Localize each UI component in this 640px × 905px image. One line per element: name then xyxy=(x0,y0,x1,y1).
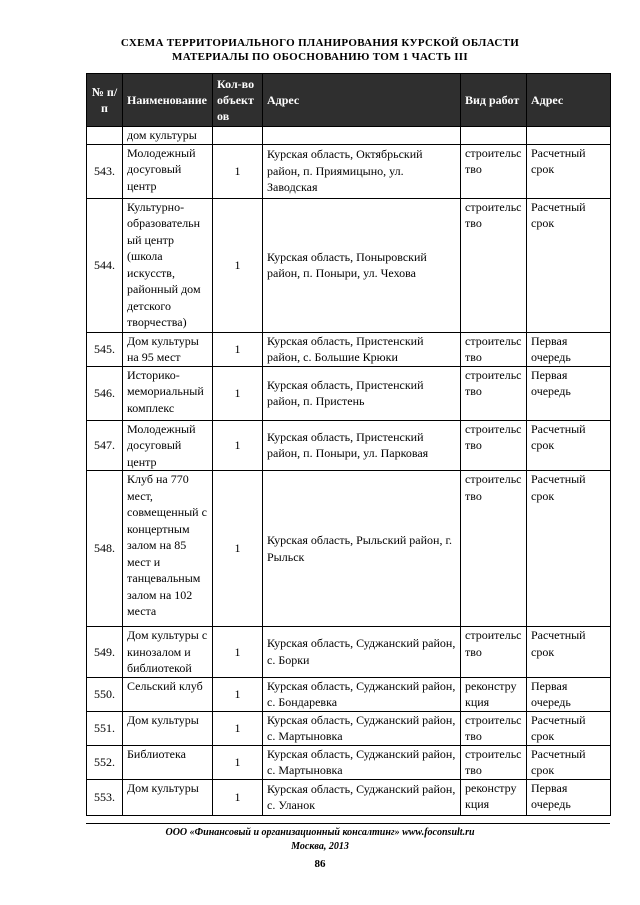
cell-name: Дом культуры на 95 мест xyxy=(123,332,213,366)
cell-address: Курская область, Суджанский район, с. Мартыновка xyxy=(263,711,461,745)
cell-number: 543. xyxy=(87,144,123,198)
cell-number: 547. xyxy=(87,420,123,471)
cell-work-type: строительство xyxy=(461,366,527,420)
page-number: 86 xyxy=(314,858,326,870)
table-row xyxy=(87,332,611,366)
cell-number: 546. xyxy=(87,366,123,420)
cell-number: 551. xyxy=(87,711,123,745)
cell-count: 1 xyxy=(213,332,263,366)
col-header-name: Наименование xyxy=(123,74,213,127)
cell-number: 553. xyxy=(87,779,123,815)
table-row xyxy=(87,366,611,420)
document-header xyxy=(0,36,640,64)
cell-count: 1 xyxy=(213,366,263,420)
cell-address: Курская область, Поныровский район, п. Поныри, ул. Чехова xyxy=(263,198,461,332)
cell-address: Курская область, Октябрьский район, п. Приямицыно, ул. Заводская xyxy=(263,144,461,198)
cell-term: Первая очередь xyxy=(527,332,611,366)
cell-term: Первая очередь xyxy=(527,779,611,815)
objects-table xyxy=(86,73,611,816)
cell-name: Дом культуры xyxy=(123,711,213,745)
cell-number: 549. xyxy=(87,627,123,678)
cell-address: Курская область, Пристенский район, п. Пристень xyxy=(263,366,461,420)
cell-term: Расчетный срок xyxy=(527,627,611,678)
cell-address: Курская область, Суджанский район, с. Бондаревка xyxy=(263,677,461,711)
cell-count: 1 xyxy=(213,627,263,678)
cell-name: дом культуры xyxy=(123,127,213,145)
footer-company: ООО «Финансовый и организационный консалтинг» www.foconsult.ru xyxy=(165,827,475,838)
cell-term: Расчетный срок xyxy=(527,745,611,779)
col-header-count: Кол-во объектов xyxy=(213,74,263,127)
cell-name: Библиотека xyxy=(123,745,213,779)
cell-name: Молодежный досуговый центр xyxy=(123,420,213,471)
cell-count: 1 xyxy=(213,198,263,332)
cell-term: Расчетный срок xyxy=(527,420,611,471)
table-row xyxy=(87,779,611,815)
cell-address: Курская область, Рыльский район, г. Рыльск xyxy=(263,471,461,627)
cell-work-type: строительство xyxy=(461,745,527,779)
table-row xyxy=(87,420,611,471)
cell-work-type: строительство xyxy=(461,711,527,745)
cell-count: 1 xyxy=(213,779,263,815)
cell-work-type: строительство xyxy=(461,332,527,366)
cell-term: Расчетный срок xyxy=(527,144,611,198)
cell-name: Сельский клуб xyxy=(123,677,213,711)
cell-work-type: строительство xyxy=(461,198,527,332)
table-row xyxy=(87,198,611,332)
cell-name: Дом культуры с кинозалом и библиотекой xyxy=(123,627,213,678)
cell-work-type: реконструкция xyxy=(461,779,527,815)
footer-city-year: Москва, 2013 xyxy=(291,841,349,852)
cell-work-type: строительство xyxy=(461,144,527,198)
cell-count: 1 xyxy=(213,144,263,198)
cell-work-type: строительство xyxy=(461,471,527,627)
cell-address: Курская область, Пристенский район, с. Большие Крюки xyxy=(263,332,461,366)
cell-address: Курская область, Суджанский район, с. Борки xyxy=(263,627,461,678)
cell-name: Культурно-образовательный центр (школа искусств, районный дом детского творчества) xyxy=(123,198,213,332)
cell-count: 1 xyxy=(213,420,263,471)
cell-number: 545. xyxy=(87,332,123,366)
cell-term: Расчетный срок xyxy=(527,198,611,332)
table-row xyxy=(87,745,611,779)
cell-term: Первая очередь xyxy=(527,366,611,420)
col-header-term: Адрес xyxy=(527,74,611,127)
document-footer xyxy=(0,826,640,854)
footer-divider xyxy=(86,823,610,824)
cell-count: 1 xyxy=(213,677,263,711)
cell-number: 552. xyxy=(87,745,123,779)
cell-address: Курская область, Пристенский район, п. Поныри, ул. Парковая xyxy=(263,420,461,471)
col-header-address: Адрес xyxy=(263,74,461,127)
table-row xyxy=(87,711,611,745)
cell-count: 1 xyxy=(213,471,263,627)
cell-count: 1 xyxy=(213,745,263,779)
table-header-row xyxy=(87,74,611,127)
cell-number: 548. xyxy=(87,471,123,627)
table-row xyxy=(87,677,611,711)
table-row xyxy=(87,144,611,198)
cell-name: Клуб на 770 мест, совмещенный с концертным залом на 85 мест и танцевальным залом на 102 места xyxy=(123,471,213,627)
cell-number: 544. xyxy=(87,198,123,332)
cell-name: Молодежный досуговый центр xyxy=(123,144,213,198)
cell-work-type: строительство xyxy=(461,627,527,678)
table-row xyxy=(87,471,611,627)
cell-term: Расчетный срок xyxy=(527,711,611,745)
col-header-work-type: Вид работ xyxy=(461,74,527,127)
cell-term: Расчетный срок xyxy=(527,471,611,627)
table-row xyxy=(87,627,611,678)
cell-address: Курская область, Суджанский район, с. Мартыновка xyxy=(263,745,461,779)
cell-address: Курская область, Суджанский район, с. Уланок xyxy=(263,779,461,815)
header-subtitle: МАТЕРИАЛЫ ПО ОБОСНОВАНИЮ ТОМ 1 ЧАСТЬ III xyxy=(172,51,468,63)
cell-name: Историко-мемориальный комплекс xyxy=(123,366,213,420)
cell-work-type: реконструкция xyxy=(461,677,527,711)
cell-term: Первая очередь xyxy=(527,677,611,711)
col-header-number: № п/п xyxy=(87,74,123,127)
cell-count: 1 xyxy=(213,711,263,745)
header-title: СХЕМА ТЕРРИТОРИАЛЬНОГО ПЛАНИРОВАНИЯ КУРСКОЙ ОБЛАСТИ xyxy=(120,37,520,49)
table-row-continuation xyxy=(87,127,611,145)
cell-work-type: строительство xyxy=(461,420,527,471)
cell-name: Дом культуры xyxy=(123,779,213,815)
cell-number: 550. xyxy=(87,677,123,711)
